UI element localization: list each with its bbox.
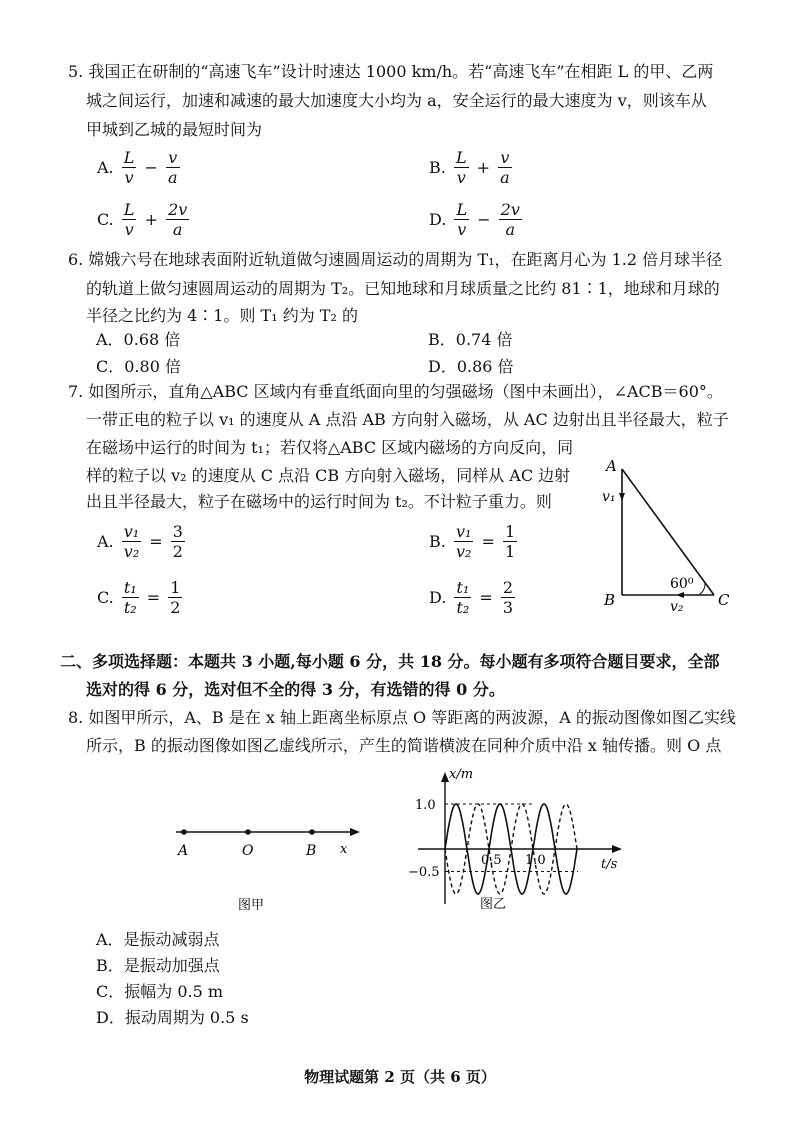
tick-t-05: 0.5 bbox=[481, 853, 502, 868]
label-v1: v₁ bbox=[602, 489, 616, 505]
q7-option-d[interactable]: D. $\frac{\text{t₁}}{\text{t₂}}$ = $\frac{2}{3}$ bbox=[429, 578, 514, 617]
label-o: O bbox=[242, 843, 254, 859]
q7-line-2: 一带正电的粒子以 v₁ 的速度从 A 点沿 AB 方向射入磁场，从 AC 边射出且半径最大，粒子 bbox=[86, 410, 729, 429]
y-axis-arrow-icon bbox=[441, 772, 449, 782]
q5-line-1: 5. 我国正在研制的“高速飞车”设计时速达 1000 km/h。若“高速飞车”在相距 L 的甲、乙两 bbox=[68, 62, 714, 81]
q7-line-3: 在磁场中运行的时间为 t₁；若仅将△ABC 区域内磁场的方向反向，同 bbox=[86, 438, 574, 457]
label-b: B bbox=[306, 843, 317, 859]
q5-option-a[interactable]: A. $\frac{L}{v}$ − $\frac{v}{a}$ bbox=[97, 148, 178, 187]
q5-option-d[interactable]: D. $\frac{L}{v}$ − $\frac{2v}{a}$ bbox=[429, 200, 520, 239]
q6-option-d[interactable]: D．0.86 倍 bbox=[428, 357, 514, 376]
q7-line-4: 样的粒子以 v₂ 的速度从 C 点沿 CB 方向射入磁场，同样从 AC 边射 bbox=[86, 466, 571, 485]
tick-t-10: 1.0 bbox=[525, 853, 546, 868]
q5-option-b[interactable]: B. $\frac{L}{v}$ + $\frac{v}{a}$ bbox=[429, 148, 510, 187]
angle-arc bbox=[699, 583, 705, 595]
q6-option-a[interactable]: A．0.68 倍 bbox=[96, 330, 181, 349]
x-axis-arrow-icon bbox=[350, 828, 360, 836]
v2-arrow-icon bbox=[676, 592, 684, 598]
q6-line-3: 半径之比约为 4∶1。则 T₁ 约为 T₂ 的 bbox=[86, 306, 358, 325]
q5-line-2: 城之间运行，加速和减速的最大加速度大小均为 a，安全运行的最大速度为 v，则该车从 bbox=[86, 91, 707, 110]
q7-option-c[interactable]: C. $\frac{\text{t₁}}{\text{t₂}}$ = $\frac{1}{2}$ bbox=[97, 578, 181, 617]
q5-line-3: 甲城到乙城的最短时间为 bbox=[86, 120, 263, 139]
v1-arrow-icon bbox=[619, 493, 625, 501]
q8-figure-yi bbox=[400, 766, 640, 916]
q8-line-1: 8. 如图甲所示，A、B 是在 x 轴上距离坐标原点 O 等距离的两波源，A 的振动图像如图乙实线 bbox=[68, 708, 736, 727]
q7-triangle-figure bbox=[596, 455, 736, 620]
point-o bbox=[245, 829, 251, 835]
t-axis-arrow-icon bbox=[612, 845, 622, 853]
tick-y-1: 1.0 bbox=[415, 798, 436, 813]
label-x: x bbox=[340, 842, 348, 857]
page-footer: 物理试题第 2 页（共 6 页） bbox=[304, 1068, 496, 1086]
section2-title-line-2: 选对的得 6 分，选对但不全的得 3 分，有选错的得 0 分。 bbox=[86, 680, 505, 699]
label-c: C bbox=[718, 591, 730, 609]
y-axis-label: x/m bbox=[449, 767, 474, 782]
q8-option-a[interactable]: A．是振动减弱点 bbox=[96, 930, 220, 949]
caption-yi: 图乙 bbox=[480, 897, 507, 912]
q6-option-b[interactable]: B．0.74 倍 bbox=[428, 330, 513, 349]
q8-option-b[interactable]: B．是振动加强点 bbox=[96, 956, 220, 975]
point-a bbox=[181, 829, 187, 835]
q6-option-c[interactable]: C．0.80 倍 bbox=[96, 357, 181, 376]
label-b: B bbox=[604, 591, 616, 609]
q7-option-a[interactable]: A. $\frac{\text{v₁}}{\text{v₂}}$ = $\frac{3}{2}$ bbox=[97, 522, 183, 561]
section2-title-line-1: 二、多项选择题：本题共 3 小题,每小题 6 分，共 18 分。每小题有多项符合题目要求，全部 bbox=[60, 652, 720, 671]
t-axis-label: t/s bbox=[601, 857, 618, 872]
caption-jia: 图甲 bbox=[238, 898, 265, 913]
label-angle: 60⁰ bbox=[670, 576, 694, 592]
q7-line-5: 出且半径最大，粒子在磁场中的运行时间为 t₂。不计粒子重力。则 bbox=[86, 492, 552, 511]
q8-line-2: 所示，B 的振动图像如图乙虚线所示，产生的简谐横波在同种介质中沿 x 轴传播。则 O 点 bbox=[86, 736, 722, 755]
q5-option-c[interactable]: C. $\frac{L}{v}$ + $\frac{2v}{a}$ bbox=[97, 200, 188, 239]
q8-figure-jia bbox=[160, 815, 380, 925]
tick-y-neg: −0.5 bbox=[408, 865, 440, 880]
point-b bbox=[309, 829, 315, 835]
q6-line-2: 的轨道上做匀速圆周运动的周期为 T₂。已知地球和月球质量之比约 81∶1，地球和月球的 bbox=[86, 279, 720, 298]
label-a: A bbox=[606, 457, 617, 475]
edge-ac bbox=[622, 469, 714, 595]
q7-option-b[interactable]: B. $\frac{\text{v₁}}{\text{v₂}}$ = $\frac{1}{1}$ bbox=[429, 522, 516, 561]
label-v2: v₂ bbox=[670, 599, 684, 615]
q7-line-1: 7. 如图所示，直角△ABC 区域内有垂直纸面向里的匀强磁场（图中未画出），∠ACB＝60°。 bbox=[68, 382, 723, 401]
q6-line-1: 6. 嫦娥六号在地球表面附近轨道做匀速圆周运动的周期为 T₁，在距离月心为 1.2 倍月球半径 bbox=[68, 250, 723, 269]
label-a: A bbox=[178, 843, 189, 859]
q8-option-d[interactable]: D．振动周期为 0.5 s bbox=[96, 1008, 249, 1027]
q8-option-c[interactable]: C．振幅为 0.5 m bbox=[96, 982, 224, 1001]
